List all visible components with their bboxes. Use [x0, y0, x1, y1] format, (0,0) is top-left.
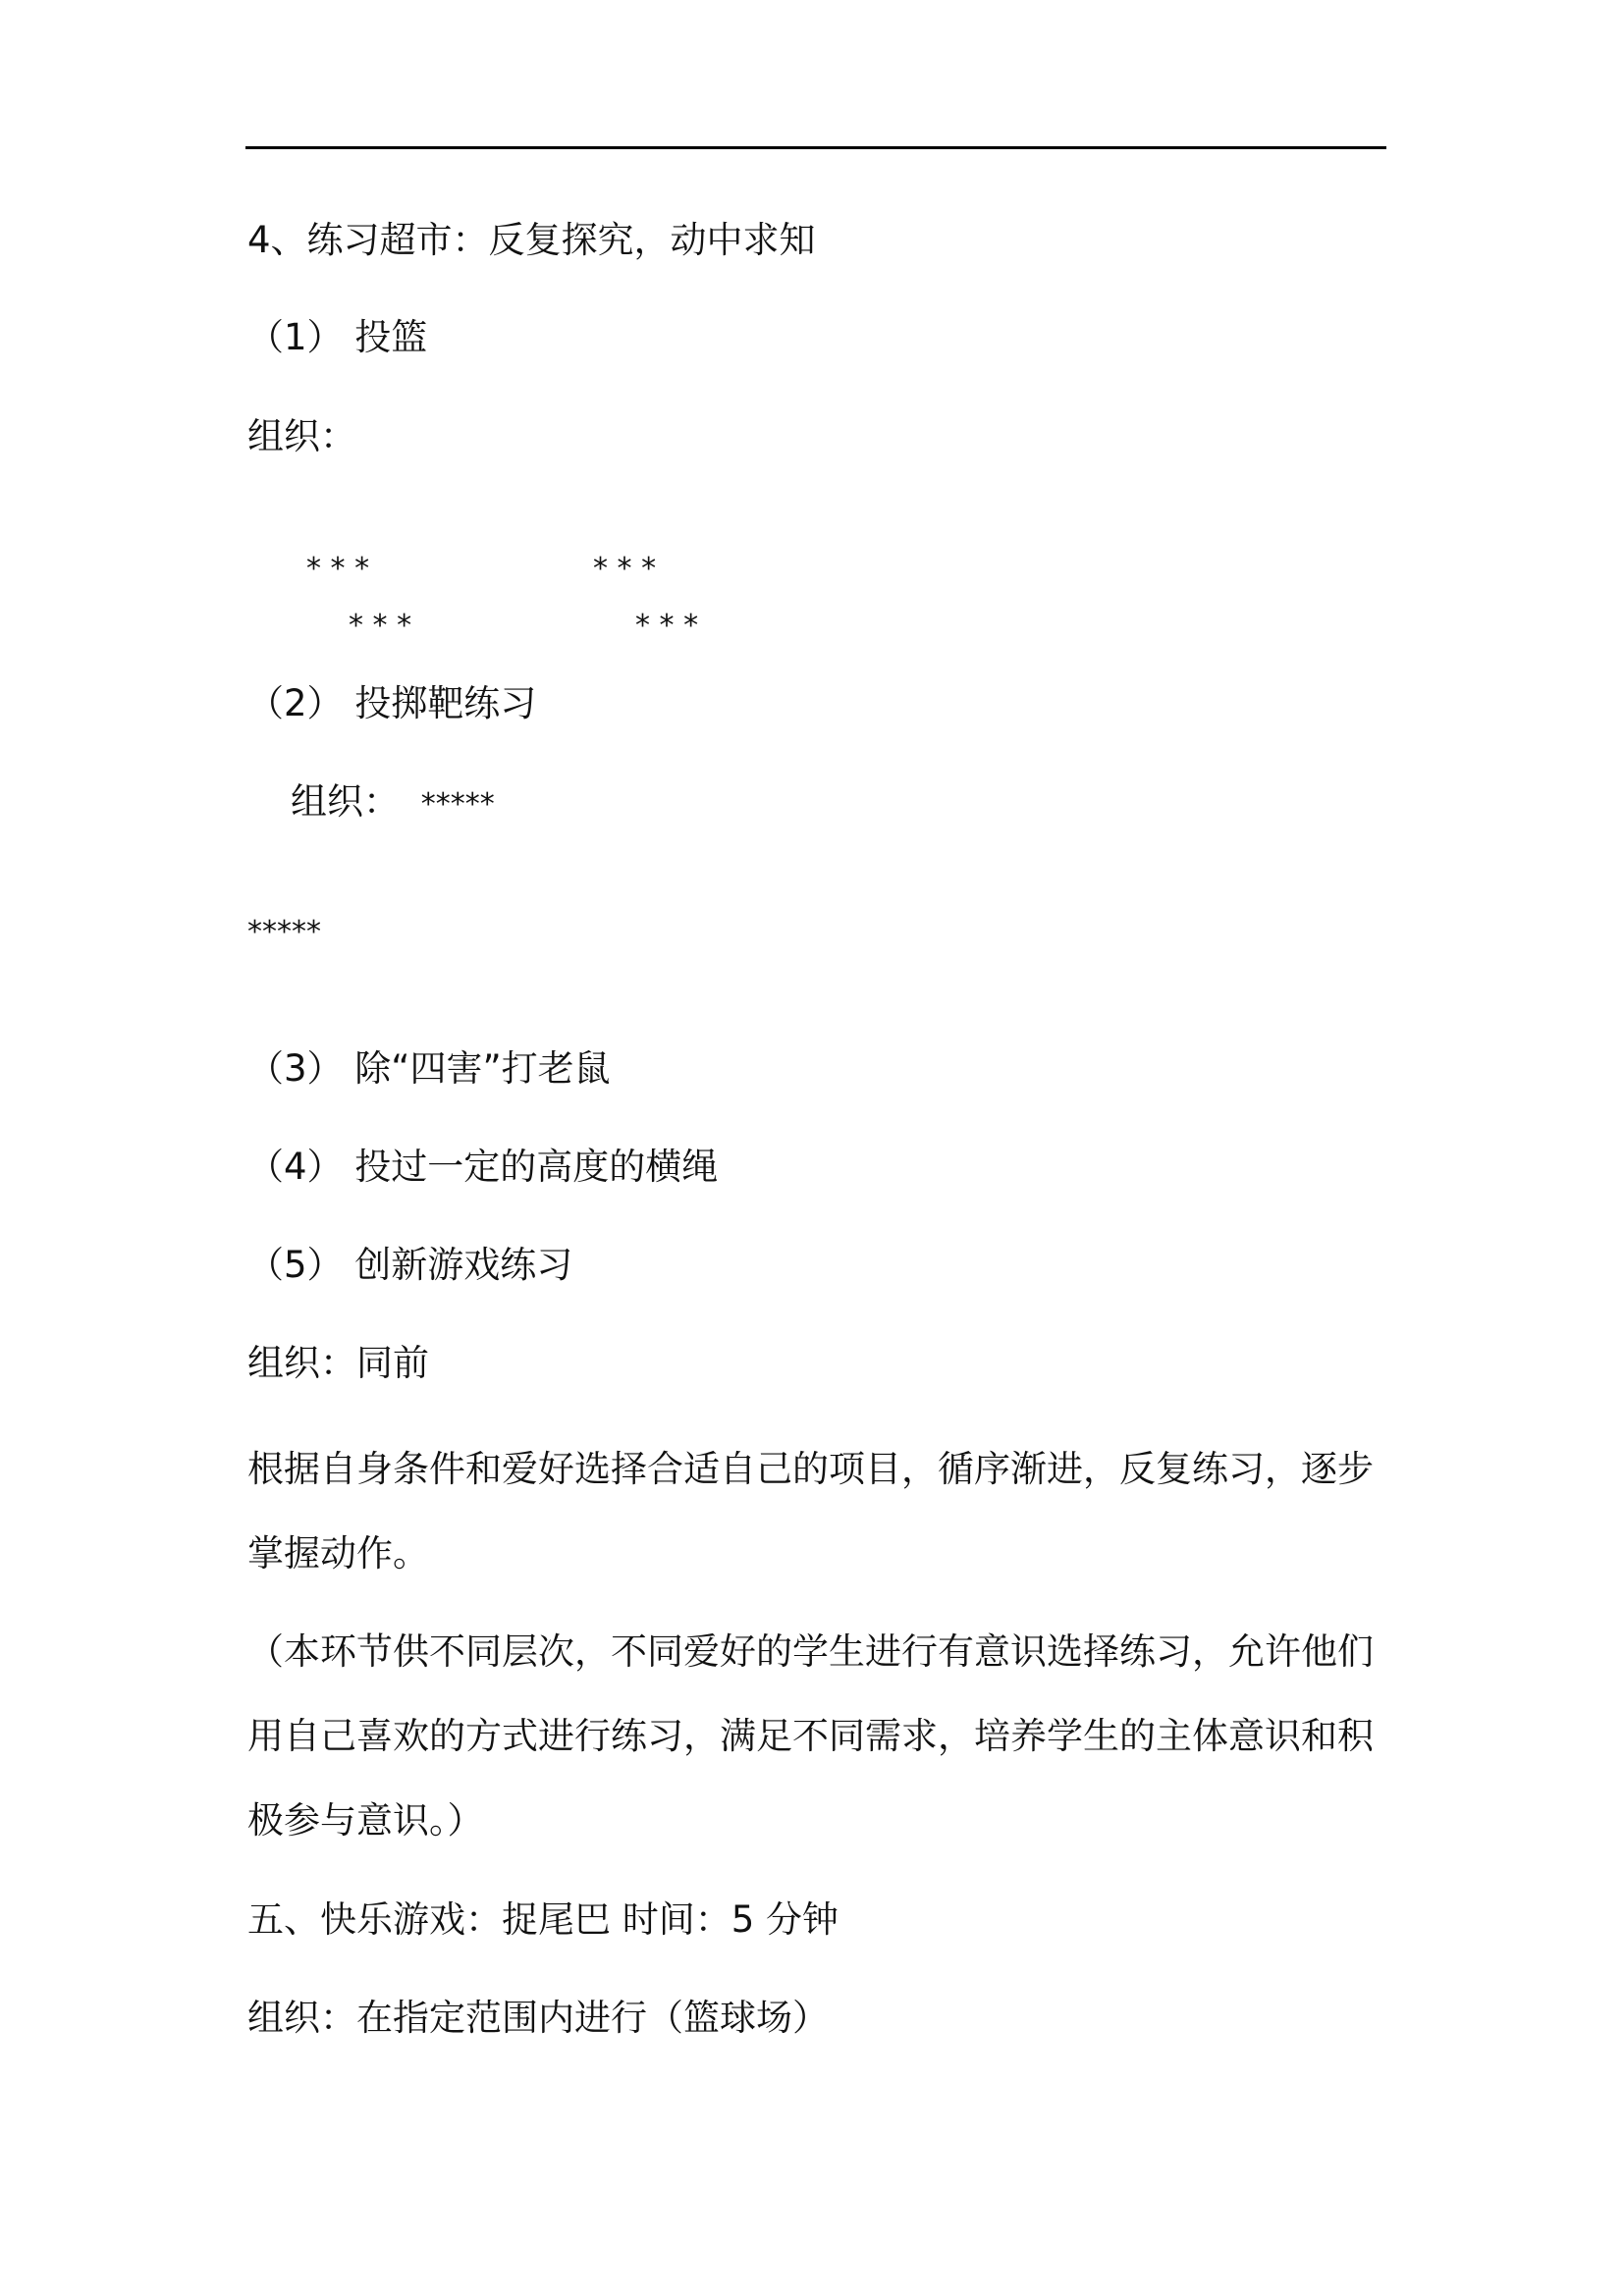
formation-row1-right: * * *: [593, 552, 657, 586]
organization-same: 组织：同前: [247, 1342, 429, 1384]
formation-row1-left: * * *: [306, 552, 370, 586]
formation-row2-left: * * *: [349, 609, 412, 643]
organization-label: 组织：: [247, 415, 356, 457]
stars-row-1: *****: [420, 787, 495, 822]
organization-label: 组织：: [291, 780, 400, 823]
item-5-creative-game: （5） 创新游戏练习: [247, 1244, 573, 1286]
paragraph-2-line-2: 用自己喜欢的方式进行练习，满足不同需求，培养学生的主体意识和积: [247, 1715, 1374, 1757]
item-1-basketball: （1） 投篮: [247, 316, 428, 358]
paragraph-1-line-1: 根据自身条件和爱好选择合适自己的项目，循序渐进，反复练习，逐步: [247, 1448, 1374, 1490]
item-3-mouse-game: （3） 除“四害”打老鼠: [247, 1047, 611, 1090]
stars-row-2: *****: [247, 915, 321, 949]
header-rule: [245, 146, 1386, 149]
paragraph-2-line-1: （本环节供不同层次，不同爱好的学生进行有意识选择练习，允许他们: [247, 1630, 1374, 1673]
item-4-rope-throw: （4） 投过一定的高度的横绳: [247, 1146, 719, 1188]
paragraph-1-line-2: 掌握动作。: [247, 1532, 429, 1575]
section-heading-4: 4、练习超市：反复探究，动中求知: [247, 219, 816, 261]
organization-line: [291, 780, 495, 827]
organization-last: 组织：在指定范围内进行（篮球场）: [247, 1997, 829, 2039]
item-2-throwing-target: （2） 投掷靶练习: [247, 682, 537, 724]
formation-row2-right: * * *: [635, 609, 699, 643]
paragraph-2-line-3: 极参与意识。）: [247, 1799, 484, 1842]
section-heading-5: 五、快乐游戏：捉尾巴 时间：5 分钟: [247, 1898, 839, 1941]
